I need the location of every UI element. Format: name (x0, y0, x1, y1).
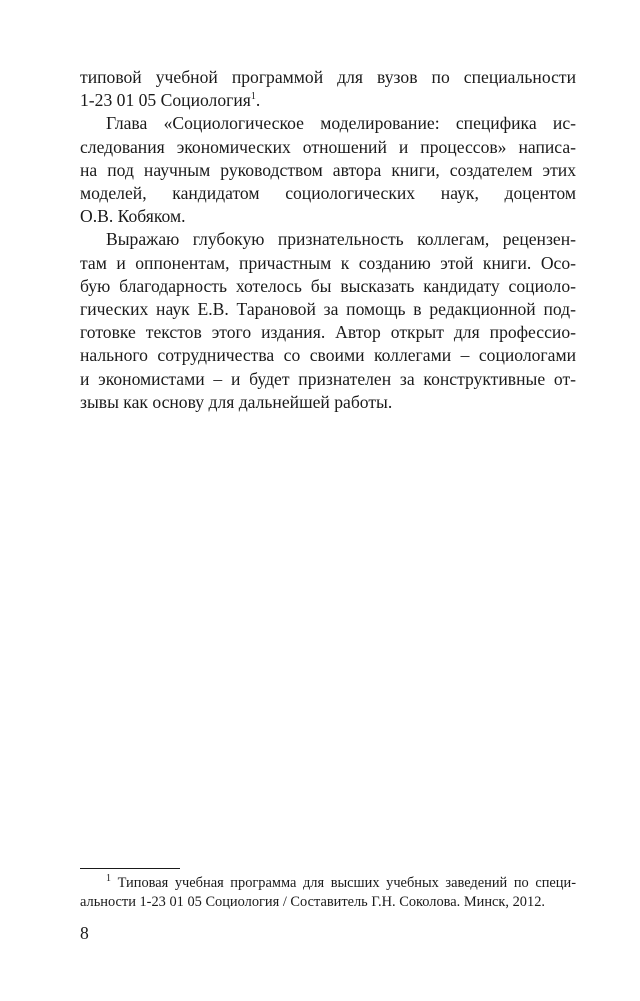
footnote-line (80, 874, 576, 893)
text-line: Глава «Социологическое моделирование: специфика ис- (106, 113, 576, 134)
text-line: Выражаю глубокую признательность коллегам, рецензен- (106, 229, 576, 250)
text-line (80, 89, 576, 112)
text-line: на под научным руководством автора книги, создателем этих (80, 159, 576, 180)
text-fragment: 1-23 01 05 Социология (80, 90, 251, 111)
text-line: следования экономических отношений и процессов» написа- (80, 136, 576, 157)
text-fragment: Типовая учебная программа для высших учебных заведений по специ- (117, 875, 576, 891)
footnote-separator (80, 868, 180, 869)
paragraph-3 (80, 228, 576, 414)
footnote-line: альности 1-23 01 05 Социология / Составитель Г.Н. Соколова. Минск, 2012. (80, 894, 545, 910)
text-line: моделей, кандидатом социологических наук, доцентом (80, 183, 576, 204)
footnote (80, 874, 576, 912)
footnote-number: 1 (106, 873, 111, 885)
text-line: зывы как основу для дальнейшей работы. (80, 391, 393, 412)
text-line: готовке текстов этого издания. Автор открыт для профессио- (80, 322, 576, 343)
text-fragment: . (255, 90, 261, 111)
text-line: типовой учебной программой для вузов по специальности (80, 67, 576, 87)
page-number: 8 (80, 923, 89, 943)
paragraph-2 (80, 112, 576, 228)
text-line: нального сотрудничества со своими коллегами – социологами (80, 345, 576, 366)
text-line: О.В. Кобяком. (80, 206, 186, 227)
text-line: и экономистами – и будет признателен за конструктивные от- (80, 368, 576, 389)
paragraph-1 (80, 66, 576, 112)
footnote-reference[interactable]: 1 (250, 91, 256, 103)
text-line: бую благодарность хотелось бы высказать кандидату социоло- (80, 275, 576, 296)
text-line: гических наук Е.В. Тарановой за помощь в редакционной под- (80, 299, 576, 320)
text-line: там и оппонентам, причастным к созданию этой книги. Осо- (80, 252, 576, 273)
main-text (80, 66, 576, 414)
